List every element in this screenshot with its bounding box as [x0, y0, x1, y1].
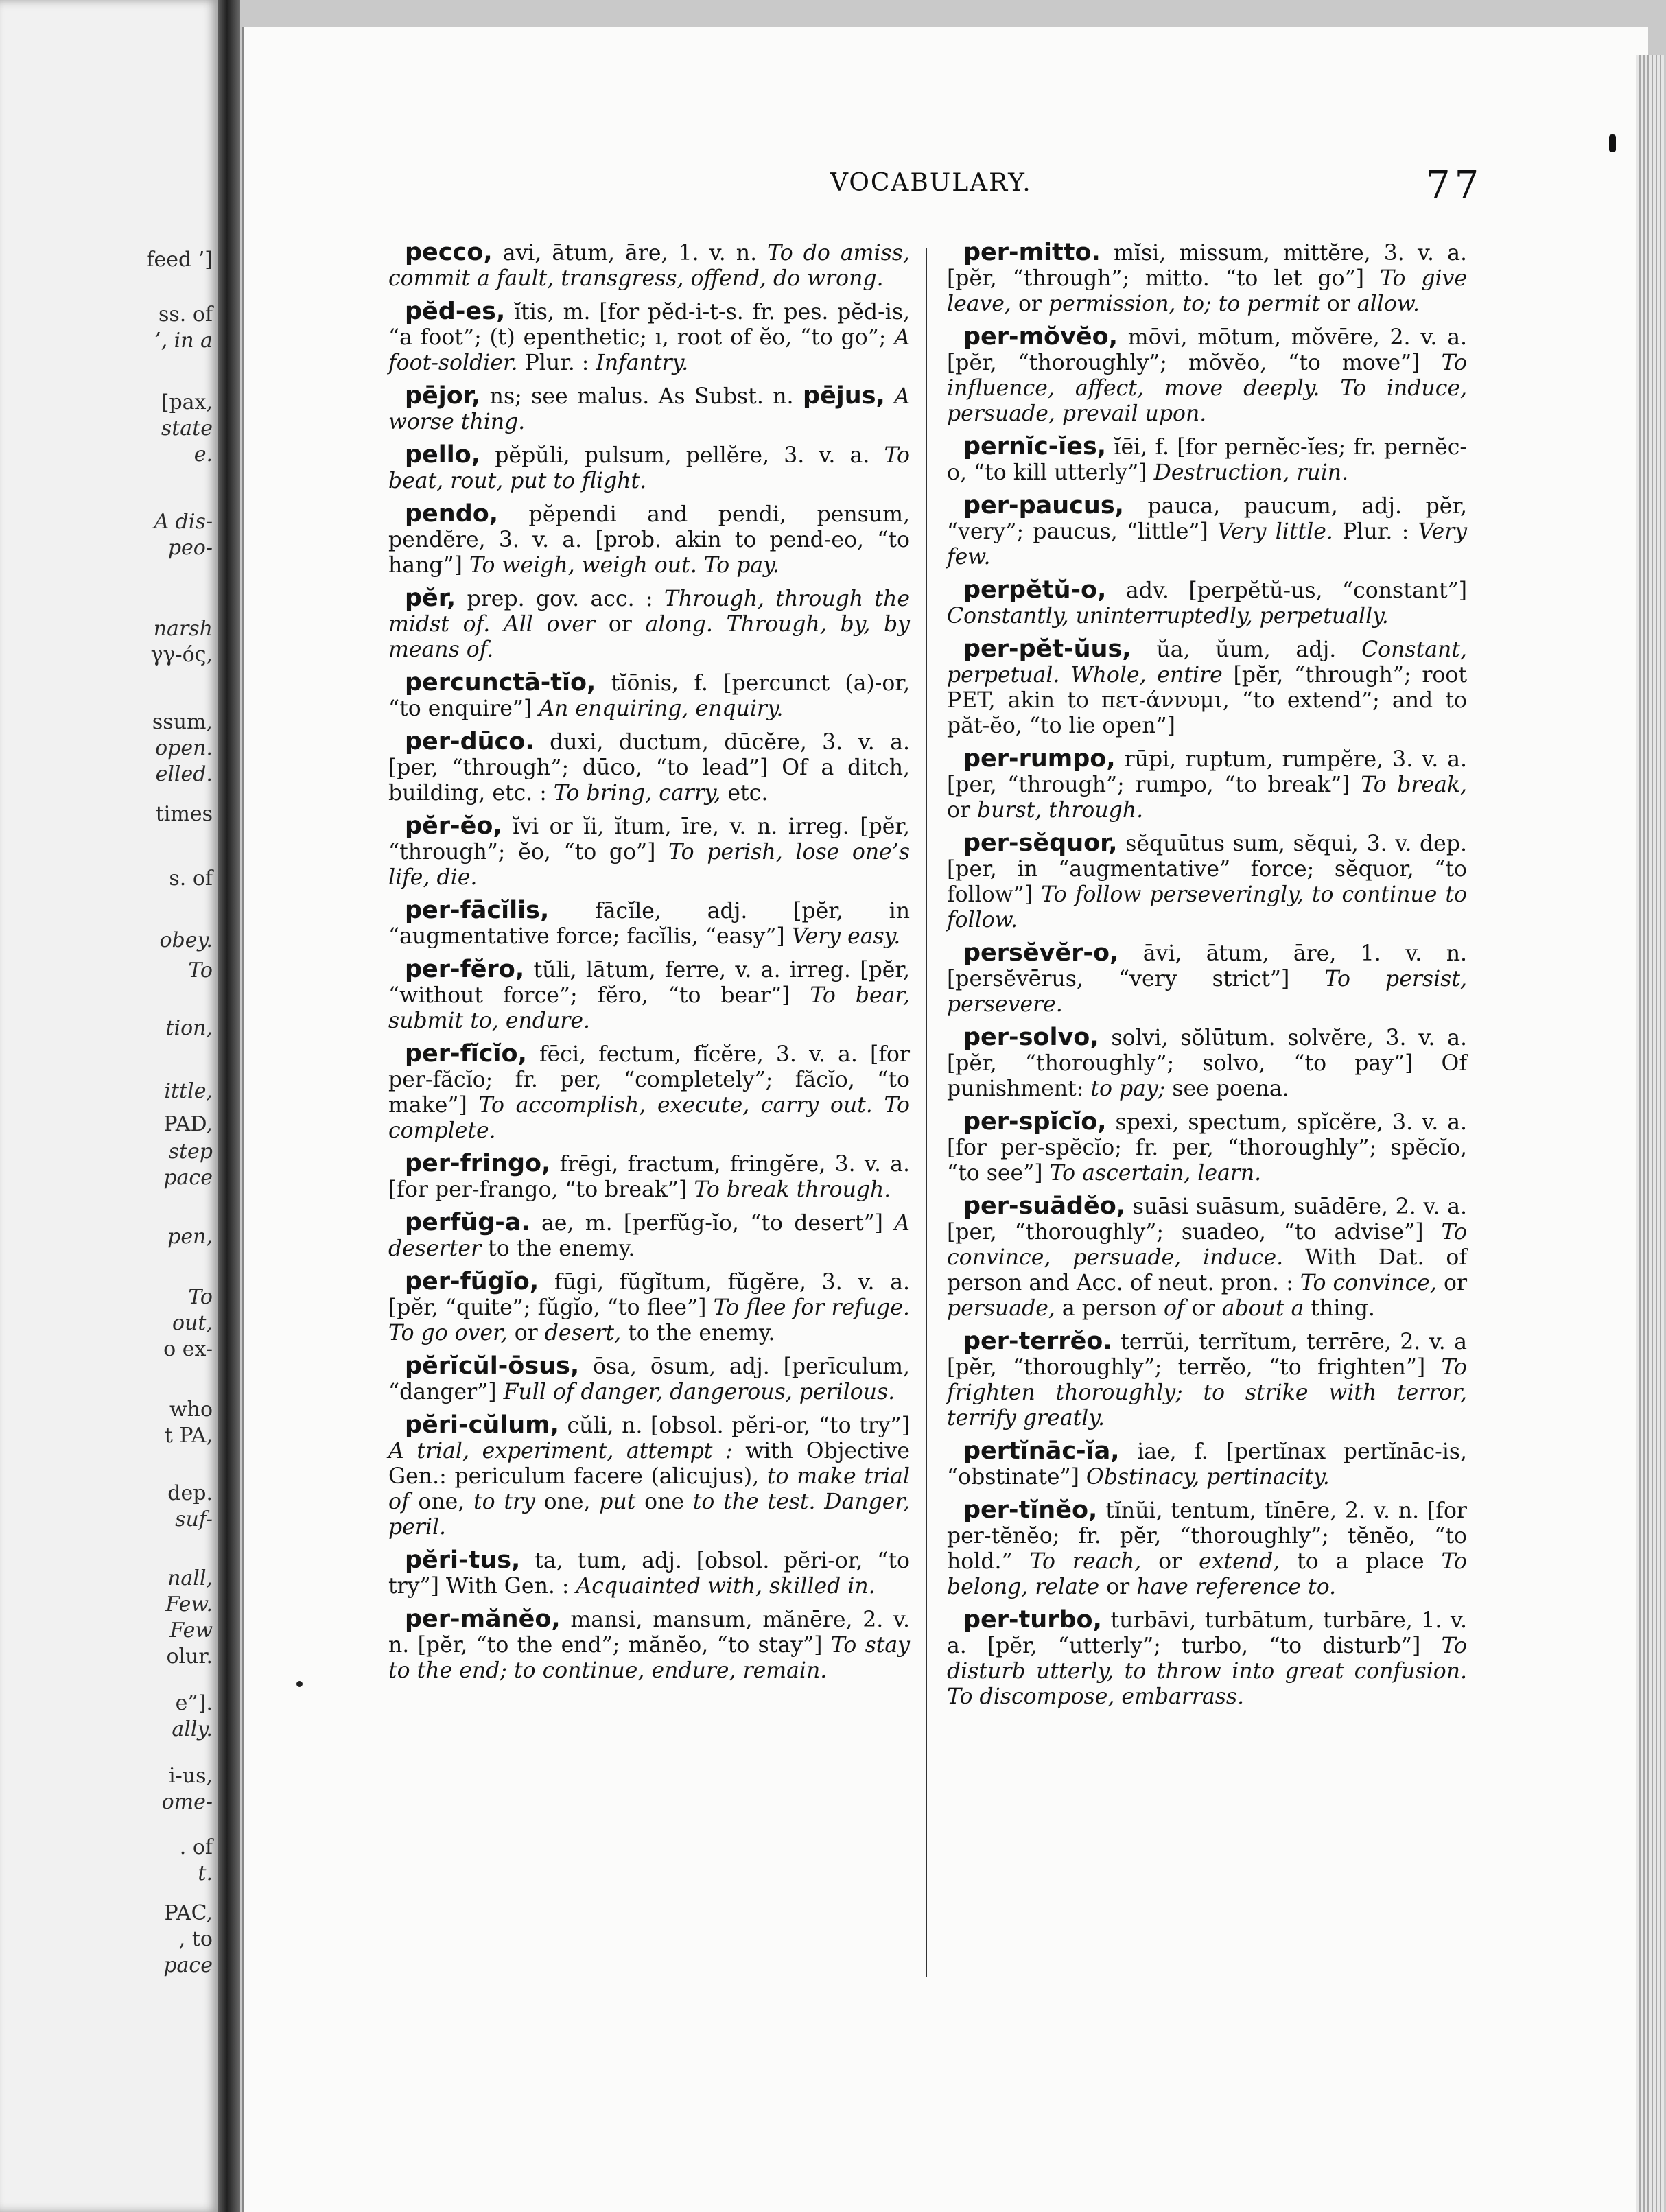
left-page-fragment: obey.	[159, 928, 213, 952]
headword: pendo,	[405, 500, 499, 528]
left-page-fragment: i-us,	[169, 1764, 213, 1788]
dictionary-entry	[388, 729, 910, 806]
dictionary-entry	[947, 434, 1467, 486]
left-page-fragment: [pax,	[161, 390, 213, 414]
left-page-fragment: out,	[172, 1311, 213, 1335]
definition: To bring, carry,	[553, 781, 721, 805]
etymology: to the enemy.	[481, 1236, 635, 1261]
etymology: thing.	[1304, 1296, 1375, 1321]
headword: pernĭc-ĭes,	[963, 433, 1107, 460]
etymology: tŭli, lātum, ferre, v. a. irreg. [pĕr, “without force”; fĕro, “to bear”]	[388, 958, 910, 1008]
headword: per-solvo,	[963, 1024, 1099, 1051]
dictionary-entry	[388, 299, 910, 376]
dictionary-entry	[947, 1194, 1467, 1321]
left-page-fragment: tion,	[165, 1016, 213, 1040]
left-page-fragment: Few.	[165, 1592, 213, 1616]
left-page-fragment: who	[169, 1398, 213, 1422]
left-page-fragment: feed ’]	[146, 248, 213, 272]
etymology: one,	[535, 1490, 600, 1514]
page-edges	[1636, 55, 1664, 2212]
column-rule	[926, 248, 927, 1977]
headword: per-fācĭlis,	[405, 897, 550, 924]
left-page-fragment: nall,	[167, 1566, 213, 1590]
left-page-edge	[0, 0, 218, 2212]
etymology: ōsa, ōsum, adj. [perīculum, “danger”]	[388, 1354, 910, 1404]
etymology: tĭnŭi, tentum, tĭnēre, 2. v. n. [for per-tĕnĕo; fr. pĕr, “thoroughly”; tĕnĕo, “to hold.”	[947, 1498, 1467, 1574]
etymology: one,	[409, 1490, 473, 1514]
etymology: fūgi, fŭgĭtum, fŭgĕre, 3. v. a. [pĕr, “quite”; fŭgĭo, “to flee”]	[388, 1270, 910, 1320]
left-page-fragment: ally.	[172, 1717, 213, 1741]
left-page-fragment: PAD,	[163, 1112, 213, 1136]
definition: To persist, persevere.	[947, 967, 1467, 1017]
headword: pĕri-cŭlum,	[405, 1411, 559, 1439]
definition: To belong, relate	[947, 1549, 1467, 1599]
etymology: or	[1436, 1271, 1467, 1295]
left-page-fragment: pace	[163, 1953, 213, 1977]
ink-dot	[296, 1681, 303, 1687]
definition: Constant, perpetual. Whole, entire	[947, 637, 1467, 687]
etymology: mansi, mansum, mănēre, 2. v. n. [pĕr, “to the end”; mănĕo, “to stay”]	[388, 1608, 911, 1658]
definition: To convince,	[1300, 1271, 1437, 1295]
dictionary-entry	[388, 1413, 910, 1540]
headword: per-terrĕo.	[963, 1328, 1112, 1355]
etymology: ae, m. [perfŭg-ĭo, “to desert”]	[541, 1211, 895, 1236]
etymology: Plur. :	[517, 351, 596, 375]
headword: per-sĕquor,	[963, 830, 1118, 857]
headword: per-dūco.	[405, 728, 535, 755]
left-page-fragment: e”].	[175, 1691, 213, 1715]
headword: pējus,	[802, 382, 885, 410]
left-page-fragment: suf-	[175, 1507, 213, 1531]
left-page-fragment: peo-	[167, 536, 213, 560]
headword: per-fringo,	[405, 1150, 551, 1177]
definition: to make trial of	[388, 1464, 910, 1514]
definition: To beat, rout, put to flight.	[388, 443, 910, 493]
left-page-fragment: pen,	[167, 1225, 213, 1249]
etymology: avi, ātum, āre, 1. v. n.	[502, 241, 768, 266]
etymology: tĭōnis, f. [percunct (a)-or, “to enquire”]	[388, 671, 911, 721]
etymology: a person	[1055, 1296, 1164, 1321]
dictionary-entry	[388, 443, 910, 494]
left-page-fragment: ome-	[161, 1790, 213, 1814]
headword: per-turbo,	[963, 1606, 1102, 1634]
etymology: cŭli, n. [obsol. pĕri-or, “to try”]	[567, 1413, 910, 1438]
dictionary-entry	[388, 1354, 910, 1405]
definition: to the test. Danger, peril.	[388, 1490, 911, 1540]
left-page-fragment: o ex-	[163, 1337, 213, 1361]
definition: of	[1164, 1296, 1185, 1321]
left-page-fragment: . of	[179, 1835, 213, 1859]
dictionary-entry	[388, 502, 910, 578]
definition: To disturb utterly, to throw into great confusion. To discompose, embarrass.	[947, 1634, 1467, 1709]
dictionary-entry	[947, 1025, 1467, 1102]
dictionary-entry	[947, 1498, 1467, 1600]
dictionary-entry	[947, 1329, 1467, 1431]
definition: A foot-soldier.	[388, 325, 910, 375]
etymology: turbāvi, turbātum, turbāre, 1. v. a. [pĕr, “utterly”; turbo, “to disturb”]	[947, 1608, 1467, 1658]
definition: burst, through.	[977, 798, 1144, 823]
dictionary-entry	[388, 1269, 910, 1346]
etymology: Plur. :	[1333, 519, 1418, 544]
left-page-fragment: , to	[178, 1927, 213, 1951]
headword: per-mănĕo,	[405, 1605, 561, 1633]
dictionary-entry	[947, 1608, 1467, 1710]
dictionary-entry	[947, 1439, 1467, 1490]
definition: To follow perseveringly, to continue to follow.	[947, 882, 1467, 932]
definition: put	[599, 1490, 636, 1514]
definition: To flee for refuge. To go over,	[388, 1295, 910, 1345]
definition: extend,	[1199, 1549, 1280, 1574]
headword: perpĕtŭ-o,	[963, 576, 1107, 604]
dictionary-entry	[388, 670, 910, 722]
page-number: 77	[1426, 163, 1483, 208]
definition: A deserter	[388, 1211, 911, 1261]
etymology: duxi, ductum, dūcĕre, 3. v. a. [per, “through”; dūco, “to lead”] Of a ditch, building, etc. :	[388, 730, 911, 805]
etymology: to a place	[1280, 1549, 1442, 1574]
headword: pējor,	[405, 382, 481, 410]
definition: To influence, affect, move deeply. To induce, persuade, prevail upon.	[947, 351, 1467, 426]
running-head: VOCABULARY.	[830, 169, 1032, 197]
dictionary-entry	[388, 1151, 910, 1203]
etymology: or	[507, 1321, 545, 1345]
etymology: pauca, paucum, adj. pĕr, “very”; paucus, “little”]	[947, 494, 1467, 544]
etymology: pĕpŭli, pulsum, pellĕre, 3. v. a.	[495, 443, 884, 468]
headword: per-fĭcĭo,	[405, 1040, 527, 1068]
definition: To do amiss, commit a fault, transgress, offend, do wrong.	[388, 241, 910, 291]
definition: To ascertain, learn.	[1049, 1161, 1262, 1186]
headword: pertĭnāc-ĭa,	[963, 1437, 1120, 1465]
headword: per-fŭgĭo,	[405, 1268, 539, 1295]
left-page-fragment: To	[188, 1285, 213, 1309]
left-page-fragment: narsh	[153, 617, 213, 641]
definition: permission, to; to permit	[1048, 292, 1320, 316]
left-page-fragment: open.	[155, 736, 213, 760]
dictionary-entry	[947, 746, 1467, 823]
left-page-fragment: pace	[163, 1166, 213, 1190]
headword: pello,	[405, 441, 481, 469]
etymology: adv. [perpĕtŭ-us, “constant”]	[1125, 578, 1468, 603]
left-page-fragment: t PA,	[164, 1424, 213, 1448]
definition: To break,	[1361, 773, 1467, 797]
etymology: ĭēi, f. [for pernĕc-ĭes; fr. pernĕc-o, “to kill utterly”]	[947, 435, 1467, 485]
etymology: etc.	[720, 781, 769, 805]
definition: along. Through, by, by means of.	[388, 612, 910, 662]
dictionary-entry	[947, 240, 1467, 317]
left-page-fragment: step	[168, 1140, 213, 1164]
definition: A worse thing.	[388, 384, 910, 434]
definition: Destruction, ruin.	[1153, 460, 1349, 485]
definition: to pay;	[1090, 1076, 1166, 1101]
headword: per-mŏvĕo,	[963, 323, 1118, 351]
headword: per-rumpo,	[963, 745, 1116, 773]
left-page-fragment: times	[155, 802, 213, 826]
etymology: or	[1099, 1575, 1137, 1599]
book-gutter	[218, 0, 240, 2212]
ink-mark	[1609, 134, 1616, 152]
left-page-fragment: olur.	[166, 1645, 213, 1669]
definition: To frighten thoroughly; to strike with terror, terrify greatly.	[947, 1355, 1467, 1431]
left-page-fragment: ’, in a	[154, 329, 213, 353]
left-page-fragment: elled.	[155, 762, 213, 786]
definition: To convince, persuade, induce.	[947, 1220, 1467, 1270]
etymology: rūpi, ruptum, rumpĕre, 3. v. a. [per, “through”; rumpo, “to break”]	[947, 747, 1467, 797]
etymology: ĭvi or ĭi, ĭtum, īre, v. n. irreg. [pĕr, “through”; ĕo, “to go”]	[388, 814, 910, 864]
etymology: āvi, ātum, āre, 1. v. n. [persĕvērus, “very strict”]	[947, 941, 1467, 991]
dictionary-entry	[388, 586, 910, 663]
etymology: frēgi, fractum, fringĕre, 3. v. a. [for per-frango, “to break”]	[388, 1152, 911, 1202]
etymology: or	[1141, 1549, 1199, 1574]
etymology: fēci, fectum, fĭcĕre, 3. v. a. [for per-făcĭo; fr. per, “completely”; făcĭo, “to make”]	[388, 1042, 911, 1118]
definition: A trial, experiment, attempt :	[388, 1439, 733, 1463]
etymology: see poena.	[1165, 1076, 1289, 1101]
dictionary-entry	[388, 1210, 910, 1262]
right-column	[947, 240, 1467, 1717]
left-page-fragment: s. of	[169, 867, 213, 891]
definition: Through, through the midst of. All over	[388, 587, 910, 637]
headword: per-fĕro,	[405, 956, 525, 983]
etymology: mĭsi, missum, mittĕre, 3. v. a. [pĕr, “through”; mitto. “to let go”]	[947, 241, 1467, 291]
definition: To stay to the end; to continue, endure, remain.	[388, 1633, 910, 1683]
etymology: spexi, spectum, spĭcĕre, 3. v. a. [for per-spĕcĭo; fr. per, “thoroughly”; spĕcĭo, “to see”]	[947, 1110, 1467, 1186]
left-page-fragment: ittle,	[164, 1079, 213, 1103]
definition: To break through.	[694, 1177, 891, 1202]
dictionary-entry	[947, 325, 1467, 427]
headword: per-suādĕo,	[963, 1192, 1126, 1220]
dictionary-entry	[947, 831, 1467, 933]
etymology: terrŭi, terrĭtum, terrēre, 2. v. a [pĕr, “thoroughly”; terrĕo, “to frighten”]	[947, 1330, 1467, 1380]
etymology: sĕquūtus sum, sĕqui, 3. v. dep. [per, in “augmentative” force; sĕquor, “to follow”]	[947, 832, 1468, 907]
definition: about a	[1221, 1296, 1304, 1321]
definition: Infantry.	[596, 351, 689, 375]
dictionary-entry	[388, 957, 910, 1034]
headword: per-spĭcĭo,	[963, 1108, 1107, 1136]
dictionary-entry	[388, 1042, 910, 1144]
definition: Very few.	[947, 519, 1467, 569]
etymology: solvi, sŏlūtum. solvĕre, 3. v. a. [pĕr, “thoroughly”; solvo, “to pay”] Of punishment:	[947, 1026, 1467, 1101]
etymology: or	[1011, 292, 1049, 316]
definition: To weigh, weigh out. To pay.	[469, 553, 779, 578]
headword: per-mitto.	[963, 239, 1101, 266]
dictionary-entry	[388, 1548, 910, 1599]
headword: percunctā-tĭo,	[405, 669, 596, 696]
left-page-fragment: t.	[198, 1861, 213, 1885]
left-page-fragment: Few	[169, 1619, 213, 1643]
etymology: or	[947, 798, 978, 823]
definition: An enquiring, enquiry.	[539, 696, 784, 721]
etymology: one	[635, 1490, 693, 1514]
definition: Acquainted with, skilled in.	[576, 1574, 876, 1599]
left-column	[388, 240, 910, 1691]
headword: pĕr,	[405, 585, 456, 612]
left-page-fragment: ssum,	[152, 710, 213, 734]
headword: pĕri-tus,	[405, 1546, 521, 1574]
left-page-fragment: state	[161, 416, 213, 440]
dictionary-entry	[947, 1109, 1467, 1186]
definition: allow.	[1357, 292, 1420, 316]
etymology: or	[1319, 292, 1357, 316]
headword: per-pĕt-ŭus,	[963, 635, 1131, 663]
dictionary-entry	[947, 578, 1467, 629]
etymology: with Objective Gen.: periculum facere (alicujus),	[388, 1439, 910, 1489]
definition: to try	[473, 1490, 535, 1514]
headword: per-tĭnĕo,	[963, 1496, 1098, 1524]
definition: To perish, lose one’s life, die.	[388, 840, 910, 890]
left-page-fragment: To	[188, 958, 213, 983]
left-page-fragment: ss. of	[158, 303, 213, 327]
etymology: or	[1184, 1296, 1222, 1321]
headword: pĕrĭcŭl-ōsus,	[405, 1352, 580, 1380]
etymology: ĭtis, m. [for pĕd-i-t-s. fr. pes. pĕd-is, “a foot”; (t) epenthetic; ı, root of ĕo, “to go”;	[388, 300, 910, 350]
etymology: to the enemy.	[621, 1321, 775, 1345]
headword: perfŭg-a.	[405, 1209, 530, 1236]
left-page-fragment: PAC,	[164, 1901, 213, 1925]
dictionary-entry	[947, 637, 1467, 739]
definition: Very little.	[1217, 519, 1333, 544]
headword: per-paucus,	[963, 492, 1124, 519]
etymology: [pĕr, “through”; root PET, akin to πετ-άννυμι, “to extend”; and to păt-ĕo, “to lie open”]	[947, 663, 1467, 738]
etymology: fācĭle, adj. [pĕr, in “augmentative force; facĭlis, “easy”]	[388, 899, 911, 949]
definition: persuade,	[947, 1296, 1055, 1321]
etymology: ta, tum, adj. [obsol. pĕri-or, “to try”] With Gen. :	[388, 1549, 910, 1599]
definition: have reference to.	[1136, 1575, 1337, 1599]
definition: To bear, submit to, endure.	[388, 983, 910, 1033]
left-page-fragment: dep.	[167, 1481, 213, 1505]
headword: pecco,	[405, 239, 493, 266]
dictionary-entry	[388, 240, 910, 292]
definition: desert,	[544, 1321, 622, 1345]
etymology: pĕpendi and pendi, pensum, pendĕre, 3. v. a. [prob. akin to pend-eo, “to hang”]	[388, 502, 910, 578]
etymology: mōvi, mōtum, mŏvēre, 2. v. a. [pĕr, “thoroughly”; mŏvĕo, “to move”]	[947, 325, 1467, 375]
definition: To reach,	[1029, 1549, 1142, 1574]
definition: Very easy.	[791, 924, 901, 949]
definition: To accomplish, execute, carry out. To complete.	[388, 1093, 910, 1143]
definition: Constantly, uninterruptedly, perpetually.	[947, 604, 1389, 628]
left-page-fragment: γγ-ός,	[150, 643, 213, 667]
etymology: or	[595, 612, 646, 637]
definition: Obstinacy, pertinacity.	[1086, 1465, 1330, 1490]
left-page-fragment: A dis-	[154, 510, 213, 534]
definition: To give leave,	[947, 266, 1468, 316]
headword: pĕr-ĕo,	[405, 812, 502, 840]
dictionary-entry	[388, 814, 910, 891]
dictionary-entry	[388, 898, 910, 950]
dictionary-entry	[947, 941, 1467, 1017]
headword: pĕd-es,	[405, 298, 506, 325]
dictionary-entry	[388, 384, 910, 435]
dictionary-entry	[947, 493, 1467, 570]
etymology: prep. gov. acc. :	[467, 587, 664, 611]
dictionary-entry	[388, 1607, 910, 1684]
left-page-fragment: e.	[193, 443, 213, 467]
etymology: ns; see malus. As Subst. n.	[489, 384, 803, 409]
etymology: ŭa, ŭum, adj.	[1156, 637, 1362, 662]
definition: Full of danger, dangerous, perilous.	[503, 1380, 895, 1404]
etymology: iae, f. [pertĭnax pertĭnāc-is, “obstinate”]	[947, 1439, 1467, 1490]
headword: persĕvĕr-o,	[963, 939, 1119, 967]
etymology: With Dat. of person and Acc. of neut. pron. :	[947, 1245, 1467, 1295]
etymology: suāsi suāsum, suādēre, 2. v. a. [per, “thoroughly”; suadeo, “to advise”]	[947, 1195, 1467, 1245]
